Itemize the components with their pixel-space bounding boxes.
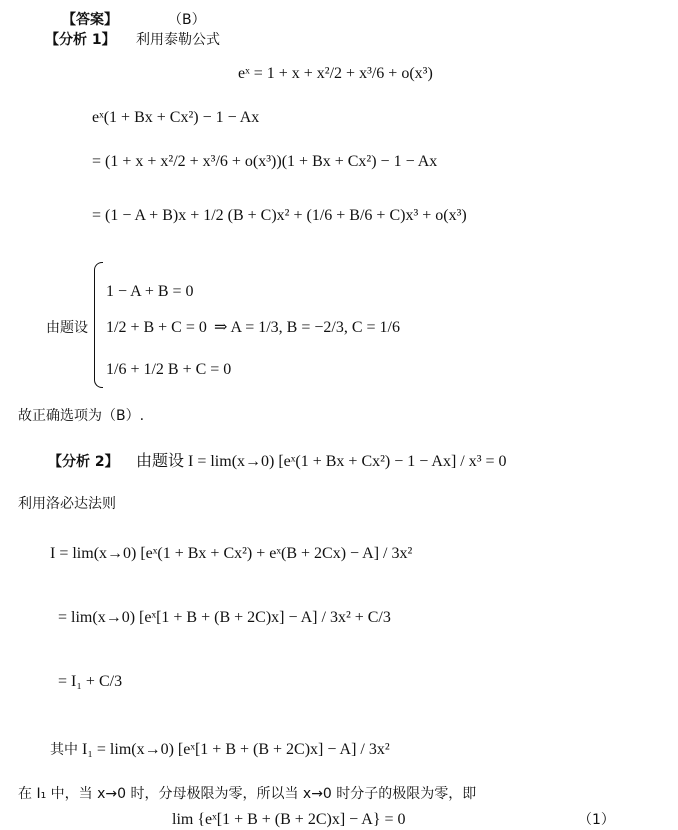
analysis2-label: 【分析 2】 <box>48 454 119 470</box>
lhopital-rule-text: 利用洛必达法则 <box>18 496 116 512</box>
i1-definition: I₁ = lim(x→0) [eˣ[1 + B + (B + 2C)x] − A] / 3x² <box>82 741 390 758</box>
expression-1: eˣ(1 + Bx + Cx²) − 1 − Ax <box>92 109 260 126</box>
step-1: I = lim(x→0) [eˣ(1 + Bx + Cx²) + eˣ(B + 2Cx) − A] / 3x² <box>50 545 413 562</box>
equation-number: （1） <box>578 812 615 828</box>
definition-prefix: 其中 <box>50 742 78 758</box>
premise-label: 由题设 <box>46 320 88 336</box>
taylor-formula: eˣ = 1 + x + x²/2 + x³/6 + o(x³) <box>238 65 433 82</box>
expression-2: = (1 + x + x²/2 + x³/6 + o(x³))(1 + Bx + Cx²) − 1 − Ax <box>92 153 438 170</box>
analysis2-premise: 由题设 I = lim(x→0) [eˣ(1 + Bx + Cx²) − 1 − Ax] / x³ = 0 <box>136 453 507 470</box>
system-brace <box>94 262 103 388</box>
analysis1-intro: 利用泰勒公式 <box>136 32 220 48</box>
step-2: = lim(x→0) [eˣ[1 + B + (B + 2C)x] − A] / 3x² + C/3 <box>58 609 391 626</box>
answer-label: 【答案】 <box>62 12 118 28</box>
answer-value: （B） <box>168 12 206 28</box>
limit-equation: lim {eˣ[1 + B + (B + 2C)x] − A} = 0 <box>172 811 406 828</box>
step-3: = I₁ + C/3 <box>58 673 123 690</box>
system-equation-3: 1/6 + 1/2 B + C = 0 <box>106 361 232 378</box>
system-equation-2: 1/2 + B + C = 0 <box>106 319 207 336</box>
system-solution: ⇒ A = 1/3, B = −2/3, C = 1/6 <box>214 319 400 336</box>
conclusion-text: 故正确选项为（B）. <box>18 408 145 424</box>
analysis1-label: 【分析 1】 <box>45 32 116 48</box>
expression-3: = (1 − A + B)x + 1/2 (B + C)x² + (1/6 + B/6 + C)x³ + o(x³) <box>92 207 467 224</box>
reasoning-text: 在 I₁ 中，当 x→0 时，分母极限为零，所以当 x→0 时分子的极限为零，即 <box>18 786 477 802</box>
system-equation-1: 1 − A + B = 0 <box>106 283 194 300</box>
